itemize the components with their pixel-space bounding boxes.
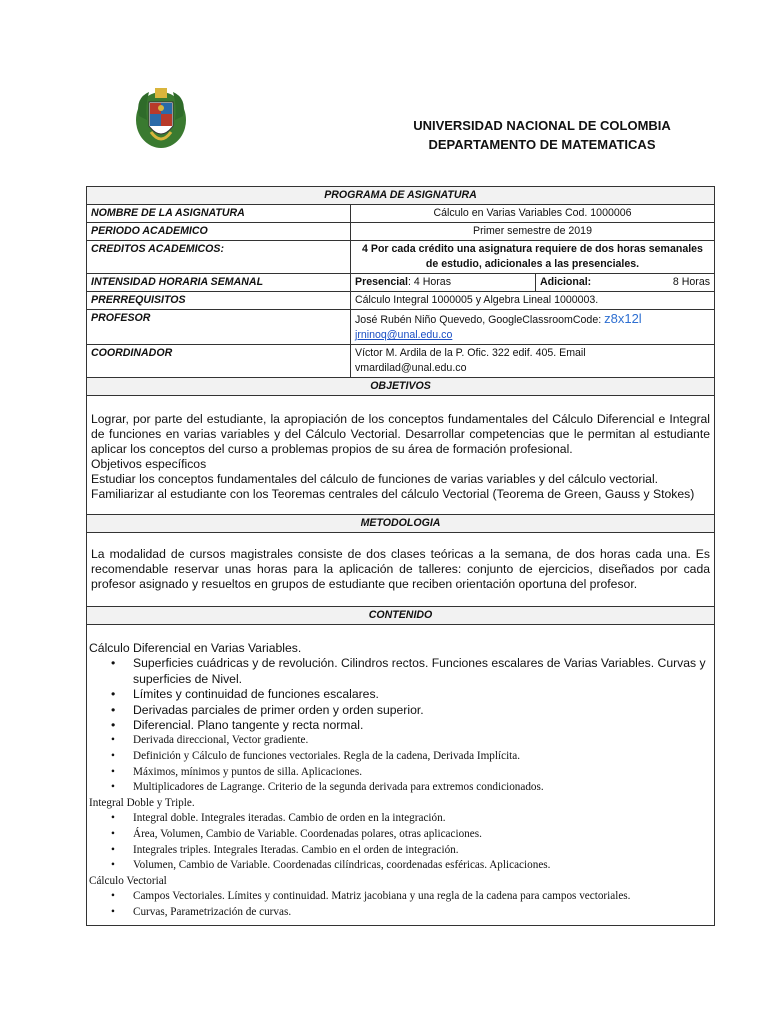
objetivo-especifico-2: Familiarizar al estudiante con los Teoremas centrales del cálculo Vectorial (Teorema de Green, Gauss y Stokes) [91, 487, 695, 501]
row-nombre [87, 205, 715, 223]
label-profesor: PROFESOR [87, 310, 351, 345]
contenido-title: CONTENIDO [87, 607, 715, 625]
label-prerrequisitos: PRERREQUISITOS [87, 292, 351, 310]
value-creditos: 4 Por cada crédito una asignatura requiere de dos horas semanales de estudio, adicionales a las presenciales. [351, 241, 715, 274]
metodologia-body: La modalidad de cursos magistrales consiste de dos clases teóricas a la semana, de dos horas cada una. Es recomendable reservar unas horas para la aplicación de talleres: conjunto de ejercicios, diseñados por cada profesor asignado y resueltos en grupos de estudiante que reciben orientación oportuna del profesor. [87, 533, 715, 607]
list-item: • Definición y Cálculo de funciones vectoriales. Regla de la cadena, Derivada Implícita. [133, 749, 712, 765]
row-intensidad [87, 274, 715, 292]
list-item: • Curvas, Parametrización de curvas. [133, 905, 712, 921]
list-item: • Derivadas parciales de primer orden y orden superior. [133, 703, 712, 718]
presencial-value: : 4 Horas [408, 276, 451, 288]
value-prerrequisitos: Cálculo Integral 1000005 y Algebra Lineal 1000003. [351, 292, 715, 310]
objetivos-general: Lograr, por parte del estudiante, la apropiación de los conceptos fundamentales del Cálculo Diferencial e Integral de funciones en varias variables y del Cálculo Vectorial. Desarrollar competencias que le permitan al estudiante aplicar los conceptos del curso a problemas propios de su área de formación profesional. [91, 412, 711, 456]
label-intensidad: INTENSIDAD HORARIA SEMANAL [87, 274, 351, 292]
value-coordinador: Víctor M. Ardila de la P. Ofic. 322 edif. 405. Email [355, 347, 586, 359]
objetivos-especificos-heading: Objetivos específicos [91, 457, 207, 471]
value-periodo: Primer semestre de 2019 [351, 223, 715, 241]
program-table [86, 186, 715, 926]
document-header [350, 116, 734, 154]
row-creditos [87, 241, 715, 274]
profesor-email-link[interactable]: jrninoq@unal.edu.co [355, 329, 453, 341]
list-item: • Integrales triples. Integrales Iteradas. Cambio en el orden de integración. [133, 843, 712, 859]
row-coordinador [87, 345, 715, 378]
university-name: UNIVERSIDAD NACIONAL DE COLOMBIA [413, 118, 671, 133]
university-seal-logo [133, 86, 189, 150]
section-diferencial-title: Cálculo Diferencial en Varias Variables. [89, 641, 302, 655]
metodologia-title: METODOLOGIA [87, 515, 715, 533]
list-item: • Límites y continuidad de funciones escalares. [133, 687, 712, 702]
list-item: • Máximos, mínimos y puntos de silla. Aplicaciones. [133, 765, 712, 781]
contenido-body [87, 625, 715, 926]
adicional-cell [536, 274, 714, 291]
section-integral-list [89, 811, 712, 873]
list-item: • Área, Volumen, Cambio de Variable. Coordenadas polares, otras aplicaciones. [133, 827, 712, 843]
row-periodo [87, 223, 715, 241]
label-creditos: CREDITOS ACADEMICOS: [87, 241, 351, 274]
adicional-label: Adicional: [540, 276, 592, 288]
presencial-cell [351, 274, 536, 291]
row-profesor [87, 310, 715, 345]
label-periodo: PERIODO ACADEMICO [87, 223, 351, 241]
objetivos-title: OBJETIVOS [87, 378, 715, 396]
list-item: • Multiplicadores de Lagrange. Criterio de la segunda derivada para extremos condicionados. [133, 780, 712, 796]
objetivos-body [87, 396, 715, 515]
list-item: • Campos Vectoriales. Límites y continuidad. Matriz jacobiana y una regla de la cadena para campos vectoriales. [133, 889, 712, 905]
section-diferencial-list-2 [89, 733, 712, 795]
row-prerrequisitos [87, 292, 715, 310]
label-coordinador: COORDINADOR [87, 345, 351, 378]
value-nombre: Cálculo en Varias Variables Cod. 1000006 [351, 205, 715, 223]
section-vectorial-list [89, 889, 712, 920]
list-item: • Volumen, Cambio de Variable. Coordenadas cilíndricas, coordenadas esféricas. Aplicaciones. [133, 858, 712, 874]
list-item: • Diferencial. Plano tangente y recta normal. [133, 718, 712, 733]
department-name: DEPARTAMENTO DE MATEMATICAS [428, 137, 656, 152]
list-item: • Superficies cuádricas y de revolución. Cilindros rectos. Funciones escalares de Varias Variables. Curvas y superficies de Nivel. [133, 656, 712, 687]
adicional-value: 8 Horas [672, 276, 711, 288]
section-diferencial-list [89, 656, 712, 733]
objetivo-especifico-1: Estudiar los conceptos fundamentales del cálculo de funciones de varias variables y del cálculo vectorial. [91, 472, 659, 486]
classroom-code: z8x12l [604, 311, 642, 326]
section-integral-title: Integral Doble y Triple. [89, 796, 195, 809]
label-nombre: NOMBRE DE LA ASIGNATURA [87, 205, 351, 223]
presencial-label: Presencial [355, 276, 409, 288]
list-item: • Integral doble. Integrales iteradas. Cambio de orden en la integración. [133, 811, 712, 827]
program-title: PROGRAMA DE ASIGNATURA [87, 187, 715, 205]
coordinador-email: vmardilad@unal.edu.co [355, 362, 467, 374]
section-vectorial-title: Cálculo Vectorial [89, 874, 167, 887]
list-item: • Derivada direccional, Vector gradiente. [133, 733, 712, 749]
value-profesor: José Rubén Niño Quevedo, GoogleClassroomCode: [355, 314, 602, 326]
